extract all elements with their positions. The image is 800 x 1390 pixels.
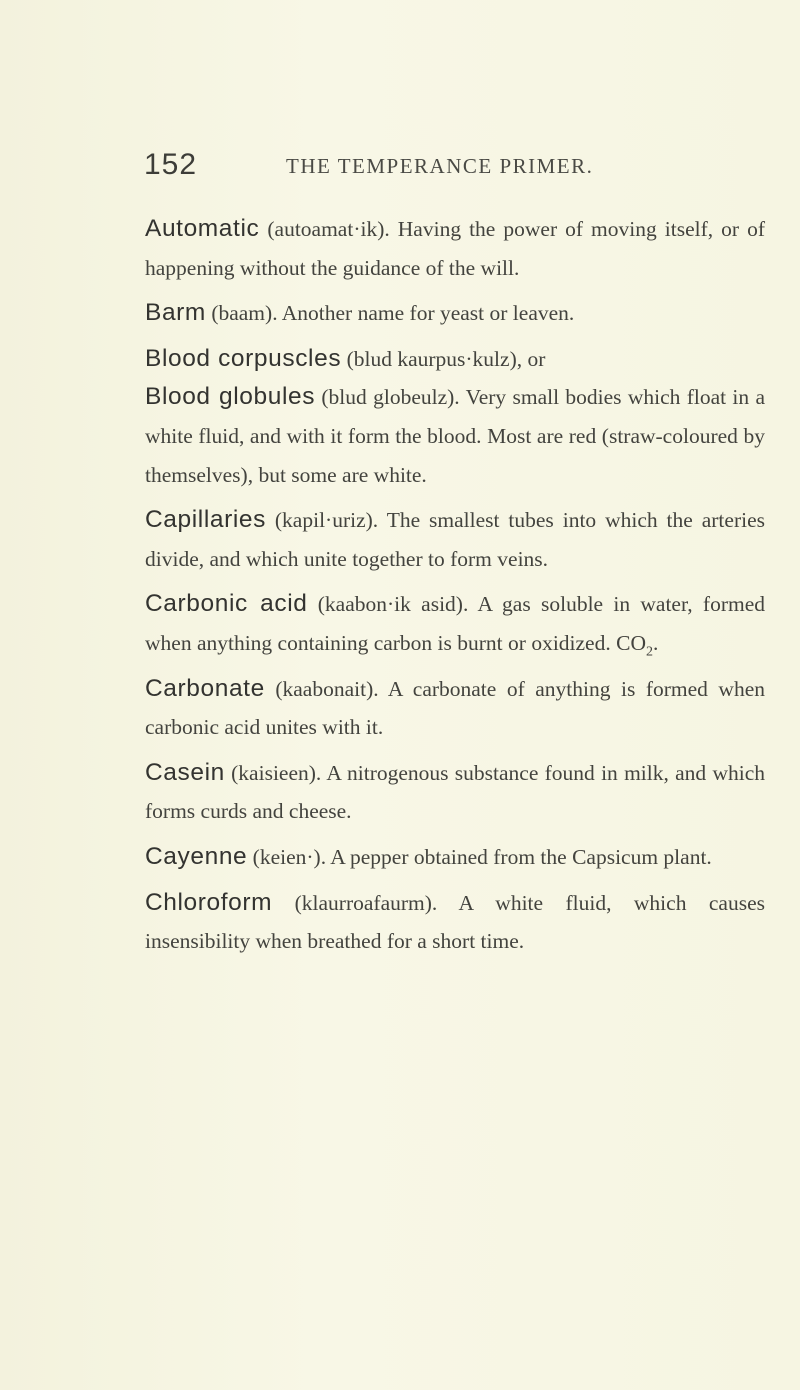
entry-definition: A white fluid, which causes insensibility when breathed for a short time. xyxy=(145,890,765,954)
entry-definition: Having the power of moving itself, or of happening without the guidance of the will. xyxy=(145,217,765,280)
entry-pronunciation: (kaabonait). xyxy=(264,676,379,701)
glossary-entry xyxy=(145,754,765,831)
glossary-entry xyxy=(145,585,765,662)
entry-pronunciation: (blud globeulz). xyxy=(315,385,460,410)
entry-definition: Another name for yeast or leaven. xyxy=(277,301,575,326)
entry-pronunciation: (baam). xyxy=(205,301,278,326)
entry-definition: The smallest tubes into which the arteries divide, and which unite together to form veins. xyxy=(145,508,765,571)
entry-pronunciation: (kaabon·ik asid). xyxy=(307,592,469,617)
glossary-entries xyxy=(145,210,765,968)
entry-pronunciation: (kaisieen). xyxy=(224,760,322,785)
entry-pronunciation: (autoamat·ik). xyxy=(259,217,390,241)
entry-term: Carbonic acid xyxy=(145,590,308,618)
running-head: THE TEMPERANCE PRIMER. xyxy=(286,154,594,178)
page-header xyxy=(144,148,784,188)
glossary-entry xyxy=(145,670,765,747)
entry-term: Automatic xyxy=(145,215,260,242)
glossary-entry xyxy=(145,501,765,578)
entry-pronunciation: (klaurroafaurm). xyxy=(272,890,438,915)
entry-definition: A nitrogenous substance found in milk, and which forms curds and cheese. xyxy=(145,760,765,824)
entry-pronunciation: (blud kaurpus·kulz), xyxy=(341,346,523,371)
entry-term: Carbonate xyxy=(145,674,265,702)
glossary-entry xyxy=(145,340,765,379)
page-number: 152 xyxy=(144,148,198,181)
entry-term: Blood corpuscles xyxy=(145,344,342,372)
glossary-entry xyxy=(145,294,765,333)
entry-term: Capillaries xyxy=(145,506,266,534)
entry-term: Cayenne xyxy=(145,842,248,870)
entry-definition-end: . xyxy=(652,630,659,655)
entry-pronunciation: (keien·). xyxy=(247,844,327,869)
entry-definition: A carbonate of anything is formed when carbonic acid unites with it. xyxy=(145,676,765,740)
entry-definition: A gas soluble in water, formed when anything containing carbon is burnt or oxidized. CO xyxy=(145,592,765,655)
glossary-entry xyxy=(145,838,765,877)
entry-definition: Very small bodies which float in a white fluid, and with it form the blood. Most are red (straw-coloured by themselves), but some are white. xyxy=(145,385,765,487)
entry-definition: or xyxy=(522,346,546,371)
formula-subscript: 2 xyxy=(645,644,653,660)
entry-definition: A pepper obtained from the Capsicum plant. xyxy=(326,844,712,869)
entry-term: Blood globules xyxy=(145,383,316,411)
glossary-entry xyxy=(145,210,765,287)
entry-term: Chloroform xyxy=(145,888,273,916)
entry-term: Casein xyxy=(145,758,225,786)
glossary-entry xyxy=(145,884,765,961)
glossary-entry xyxy=(145,378,765,494)
entry-pronunciation: (kapil·uriz). xyxy=(265,508,379,533)
entry-term: Barm xyxy=(145,299,206,327)
